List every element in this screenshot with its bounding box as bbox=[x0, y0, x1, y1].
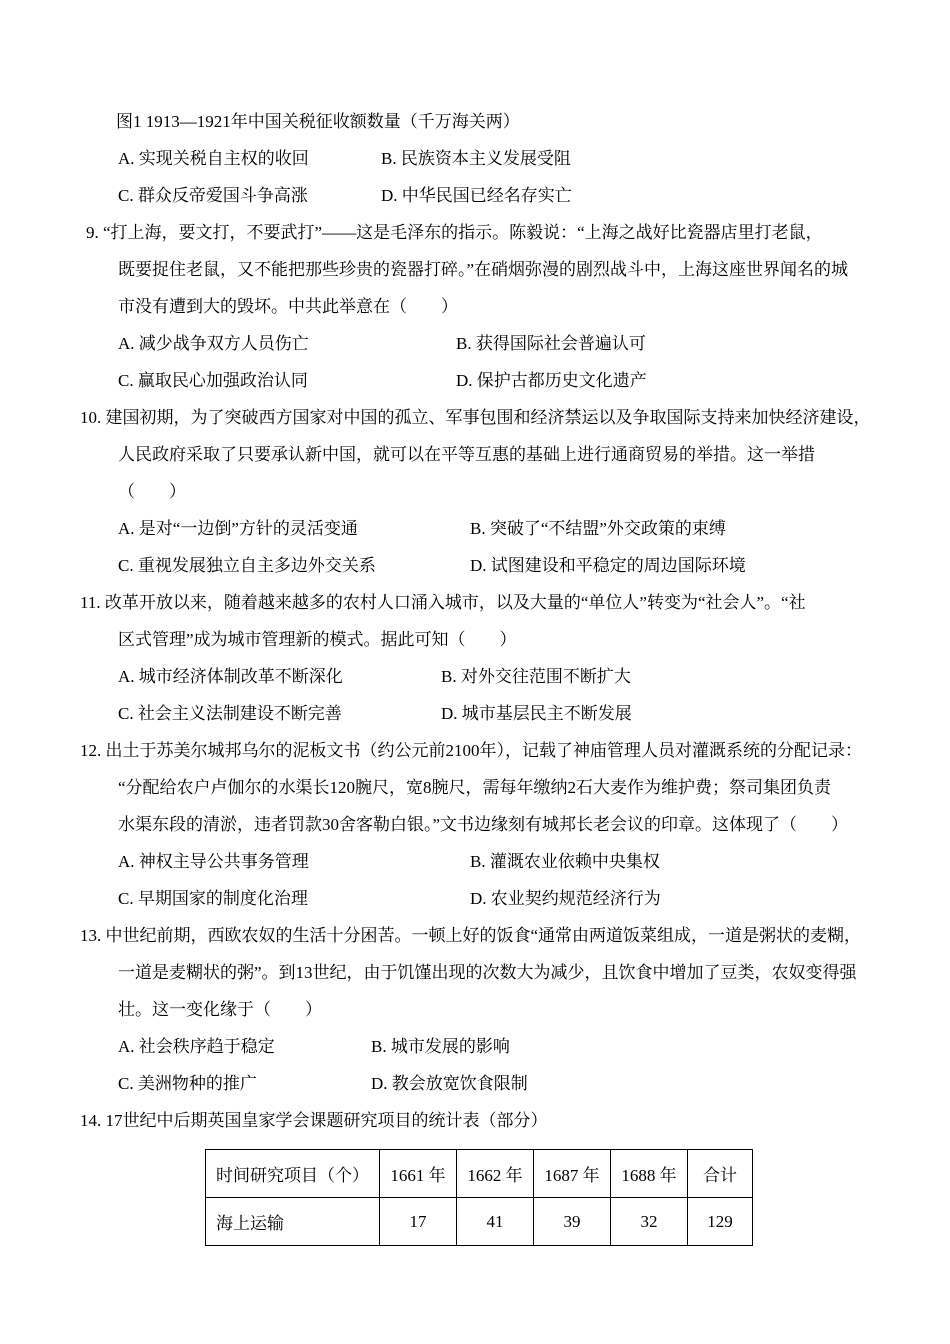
q10-option-d: D. 试图建设和平稳定的周边国际环境 bbox=[470, 556, 746, 575]
q12-option-d: D. 农业契约规范经济行为 bbox=[470, 889, 661, 908]
q13-option-a: A. 社会秩序趋于稳定 bbox=[118, 1037, 275, 1056]
q13-options-row-2 bbox=[118, 1065, 862, 1102]
q9-options-row-1 bbox=[118, 325, 862, 362]
q10-options-row-1 bbox=[118, 510, 862, 547]
q9-option-d: D. 保护古都历史文化遗产 bbox=[456, 371, 647, 390]
q12-stem-line-1: 12. 出土于苏美尔城邦乌尔的泥板文书（约公元前2100年），记载了神庙管理人员对灌溉系统的分配记录： bbox=[80, 741, 862, 760]
q10-stem-line-3: （ ） bbox=[118, 482, 186, 501]
fig-option-c: C. 群众反帝爱国斗争高涨 bbox=[118, 186, 308, 205]
table-data-row bbox=[206, 1198, 753, 1246]
fig-options-row-1 bbox=[118, 140, 862, 177]
q13-stem-line-1: 13. 中世纪前期，西欧农奴的生活十分困苦。一顿上好的饭食“通常由两道饭菜组成，一道是粥状的麦糊， bbox=[80, 926, 862, 945]
q11-options-row-1 bbox=[118, 658, 862, 695]
q10-option-c: C. 重视发展独立自主多边外交关系 bbox=[118, 556, 376, 575]
q12-option-a: A. 神权主导公共事务管理 bbox=[118, 852, 309, 871]
q9-stem-line-2: 既要捉住老鼠，又不能把那些珍贵的瓷器打碎。”在硝烟弥漫的剧烈战斗中，上海这座世界闻名的城 bbox=[118, 260, 849, 279]
q12-stem-line-2: “分配给农户卢伽尔的水渠长120腕尺，宽8腕尺，需每年缴纳2石大麦作为维护费；祭司集团负责 bbox=[118, 778, 832, 797]
fig-option-d: D. 中华民国已经名存实亡 bbox=[381, 186, 572, 205]
table-cell-category: 海上运输 bbox=[206, 1198, 380, 1246]
table-cell-1688: 32 bbox=[611, 1198, 688, 1246]
q11-stem-line-2: 区式管理”成为城市管理新的模式。据此可知（ ） bbox=[118, 630, 517, 649]
q12-options-row-1 bbox=[118, 843, 862, 880]
q13-option-d: D. 教会放宽饮食限制 bbox=[371, 1074, 528, 1093]
q10-stem-line-2: 人民政府采取了只要承认新中国，就可以在平等互惠的基础上进行通商贸易的举措。这一举措 bbox=[118, 445, 815, 464]
q9-option-a: A. 减少战争双方人员伤亡 bbox=[118, 334, 309, 353]
table-header-1661: 1661 年 bbox=[380, 1150, 457, 1198]
table-header-total: 合计 bbox=[688, 1150, 753, 1198]
q10-option-b: B. 突破了“不结盟”外交政策的束缚 bbox=[470, 519, 726, 538]
q11-options-row-2 bbox=[118, 695, 862, 732]
table-header-1688: 1688 年 bbox=[611, 1150, 688, 1198]
fig-options-row-2 bbox=[118, 177, 862, 214]
q12-option-b: B. 灌溉农业依赖中央集权 bbox=[470, 852, 660, 871]
q13-stem-line-2: 一道是麦糊状的粥”。到13世纪，由于饥馑出现的次数大为减少，且饮食中增加了豆类，农奴变得强 bbox=[118, 963, 857, 982]
table-cell-total: 129 bbox=[688, 1198, 753, 1246]
q14-title: 14. 17世纪中后期英国皇家学会课题研究项目的统计表（部分） bbox=[80, 1111, 548, 1130]
q11-stem-line-1: 11. 改革开放以来，随着越来越多的农村人口涌入城市，以及大量的“单位人”转变为“社会人”。“社 bbox=[80, 593, 806, 612]
q13-options-row-1 bbox=[118, 1028, 862, 1065]
q12-stem-line-3: 水渠东段的清淤，违者罚款30舍客勒白银。”文书边缘刻有城邦长老会议的印章。这体现了（ ） bbox=[118, 815, 849, 834]
q10-options-row-2 bbox=[118, 547, 862, 584]
q12-options-row-2 bbox=[118, 880, 862, 917]
q10-stem-line-1: 10. 建国初期，为了突破西方国家对中国的孤立、军事包围和经济禁运以及争取国际支持来加快经济建设， bbox=[80, 408, 871, 427]
q12-option-c: C. 早期国家的制度化治理 bbox=[118, 889, 308, 908]
figure-caption: 图1 1913—1921年中国关税征收额数量（千万海关两） bbox=[116, 112, 520, 131]
q11-option-c: C. 社会主义法制建设不断完善 bbox=[118, 704, 342, 723]
q11-option-d: D. 城市基层民主不断发展 bbox=[441, 704, 632, 723]
table-header-1687: 1687 年 bbox=[534, 1150, 611, 1198]
table-header-project: 时间研究项目（个） bbox=[206, 1150, 380, 1198]
table-cell-1662: 41 bbox=[457, 1198, 534, 1246]
q13-option-c: C. 美洲物种的推广 bbox=[118, 1074, 257, 1093]
royal-society-statistics-table bbox=[205, 1149, 753, 1246]
table-cell-1661: 17 bbox=[380, 1198, 457, 1246]
q9-stem-line-3: 市没有遭到大的毁坏。中共此举意在（ ） bbox=[118, 297, 458, 316]
table-cell-1687: 39 bbox=[534, 1198, 611, 1246]
q13-option-b: B. 城市发展的影响 bbox=[371, 1037, 510, 1056]
q11-option-a: A. 城市经济体制改革不断深化 bbox=[118, 667, 343, 686]
q9-options-row-2 bbox=[118, 362, 862, 399]
q10-option-a: A. 是对“一边倒”方针的灵活变通 bbox=[118, 519, 358, 538]
fig-option-a: A. 实现关税自主权的收回 bbox=[118, 149, 309, 168]
q9-option-c: C. 赢取民心加强政治认同 bbox=[118, 371, 308, 390]
q9-option-b: B. 获得国际社会普遍认可 bbox=[456, 334, 646, 353]
table-header-row bbox=[206, 1150, 753, 1198]
q11-option-b: B. 对外交往范围不断扩大 bbox=[441, 667, 631, 686]
table-header-1662: 1662 年 bbox=[457, 1150, 534, 1198]
q13-stem-line-3: 壮。这一变化缘于（ ） bbox=[118, 1000, 322, 1019]
q9-stem-line-1: 9. “打上海，要文打，不要武打”——这是毛泽东的指示。陈毅说：“上海之战好比瓷器店里打老鼠， bbox=[86, 223, 823, 242]
fig-option-b: B. 民族资本主义发展受阻 bbox=[381, 149, 571, 168]
